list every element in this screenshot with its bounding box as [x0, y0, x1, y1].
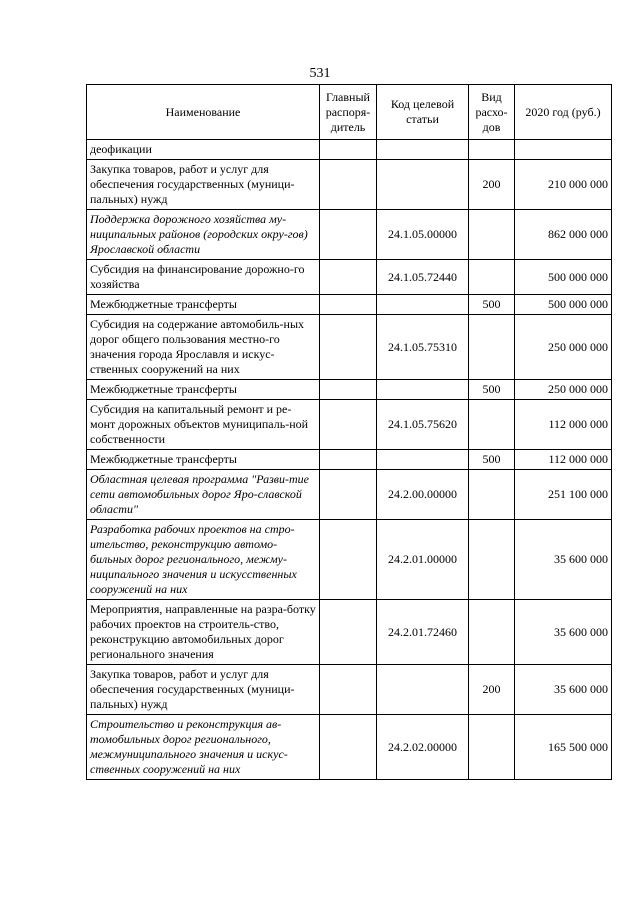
row-code-cell: 24.2.00.00000	[377, 470, 469, 520]
row-code-cell: 24.2.02.00000	[377, 715, 469, 780]
row-code-cell	[377, 140, 469, 160]
row-code-cell	[377, 160, 469, 210]
table-header	[87, 85, 612, 140]
row-kind-cell	[469, 470, 515, 520]
row-kind-cell	[469, 715, 515, 780]
row-code-cell	[377, 450, 469, 470]
row-kind-cell	[469, 400, 515, 450]
row-kind-cell	[469, 140, 515, 160]
row-amount-cell: 112 000 000	[515, 400, 612, 450]
budget-table	[86, 84, 612, 780]
row-name-cell: Разработка рабочих проектов на стро-ительство, реконструкцию автомо-бильных дорог регионального, межму-ниципального значения и искусственных сооружений на них	[87, 520, 320, 600]
table-row	[87, 665, 612, 715]
row-admin-cell	[320, 210, 377, 260]
row-admin-cell	[320, 160, 377, 210]
row-amount-cell: 35 600 000	[515, 520, 612, 600]
row-name-cell: Субсидия на финансирование дорожно-го хозяйства	[87, 260, 320, 295]
table-row	[87, 160, 612, 210]
row-code-cell: 24.1.05.75620	[377, 400, 469, 450]
row-code-cell	[377, 295, 469, 315]
row-code-cell: 24.1.05.75310	[377, 315, 469, 380]
row-kind-cell	[469, 210, 515, 260]
row-admin-cell	[320, 600, 377, 665]
row-admin-cell	[320, 715, 377, 780]
table-row	[87, 140, 612, 160]
row-name-cell: Субсидия на содержание автомобиль-ных дорог общего пользования местно-го значения города Ярославля и искус-ственных сооружений на них	[87, 315, 320, 380]
row-kind-cell	[469, 520, 515, 600]
row-name-cell: Строительство и реконструкция ав-томобильных дорог регионального, межмуниципального значения и искус-ственных сооружений на них	[87, 715, 320, 780]
table-row	[87, 470, 612, 520]
page-number: 531	[309, 66, 331, 81]
row-kind-cell: 200	[469, 665, 515, 715]
row-amount-cell: 250 000 000	[515, 315, 612, 380]
table-row	[87, 600, 612, 665]
row-amount-cell: 251 100 000	[515, 470, 612, 520]
table-row	[87, 400, 612, 450]
row-code-cell	[377, 380, 469, 400]
row-kind-cell: 200	[469, 160, 515, 210]
row-code-cell: 24.1.05.00000	[377, 210, 469, 260]
table-row	[87, 380, 612, 400]
table-row	[87, 450, 612, 470]
table-row	[87, 715, 612, 780]
row-admin-cell	[320, 665, 377, 715]
row-admin-cell	[320, 380, 377, 400]
table-row	[87, 210, 612, 260]
row-admin-cell	[320, 295, 377, 315]
row-code-cell	[377, 665, 469, 715]
row-name-cell: Межбюджетные трансферты	[87, 295, 320, 315]
row-amount-cell: 35 600 000	[515, 665, 612, 715]
row-admin-cell	[320, 520, 377, 600]
header-admin: Главный распоря-дитель	[320, 85, 377, 140]
row-name-cell: деофикации	[87, 140, 320, 160]
table-row	[87, 295, 612, 315]
row-name-cell: Мероприятия, направленные на разра-ботку рабочих проектов на строитель-ство, реконструкцию автомобильных дорог регионального значения	[87, 600, 320, 665]
row-kind-cell	[469, 315, 515, 380]
row-kind-cell: 500	[469, 450, 515, 470]
row-amount-cell	[515, 140, 612, 160]
row-admin-cell	[320, 400, 377, 450]
header-row	[87, 85, 612, 140]
table-body	[87, 140, 612, 780]
header-name: Наименование	[87, 85, 320, 140]
row-amount-cell: 862 000 000	[515, 210, 612, 260]
row-amount-cell: 210 000 000	[515, 160, 612, 210]
row-name-cell: Межбюджетные трансферты	[87, 450, 320, 470]
row-name-cell: Поддержка дорожного хозяйства му-ниципальных районов (городских окру-гов) Ярославской области	[87, 210, 320, 260]
row-admin-cell	[320, 450, 377, 470]
row-amount-cell: 112 000 000	[515, 450, 612, 470]
table-row	[87, 260, 612, 295]
row-code-cell: 24.2.01.00000	[377, 520, 469, 600]
header-code: Код целевой статьи	[377, 85, 469, 140]
row-kind-cell	[469, 260, 515, 295]
row-admin-cell	[320, 260, 377, 295]
row-amount-cell: 500 000 000	[515, 295, 612, 315]
row-admin-cell	[320, 140, 377, 160]
row-amount-cell: 500 000 000	[515, 260, 612, 295]
header-year: 2020 год (руб.)	[515, 85, 612, 140]
row-amount-cell: 35 600 000	[515, 600, 612, 665]
table-row	[87, 520, 612, 600]
row-name-cell: Областная целевая программа "Разви-тие сети автомобильных дорог Яро-славской области"	[87, 470, 320, 520]
row-amount-cell: 165 500 000	[515, 715, 612, 780]
row-name-cell: Межбюджетные трансферты	[87, 380, 320, 400]
row-name-cell: Закупка товаров, работ и услуг для обеспечения государственных (муници-пальных) нужд	[87, 665, 320, 715]
table-row	[87, 315, 612, 380]
row-admin-cell	[320, 315, 377, 380]
row-kind-cell: 500	[469, 295, 515, 315]
row-admin-cell	[320, 470, 377, 520]
row-name-cell: Закупка товаров, работ и услуг для обеспечения государственных (муници-пальных) нужд	[87, 160, 320, 210]
row-name-cell: Субсидия на капитальный ремонт и ре-монт дорожных объектов муниципаль-ной собственности	[87, 400, 320, 450]
row-code-cell: 24.2.01.72460	[377, 600, 469, 665]
row-kind-cell: 500	[469, 380, 515, 400]
row-kind-cell	[469, 600, 515, 665]
row-amount-cell: 250 000 000	[515, 380, 612, 400]
header-kind: Вид расхо-дов	[469, 85, 515, 140]
row-code-cell: 24.1.05.72440	[377, 260, 469, 295]
